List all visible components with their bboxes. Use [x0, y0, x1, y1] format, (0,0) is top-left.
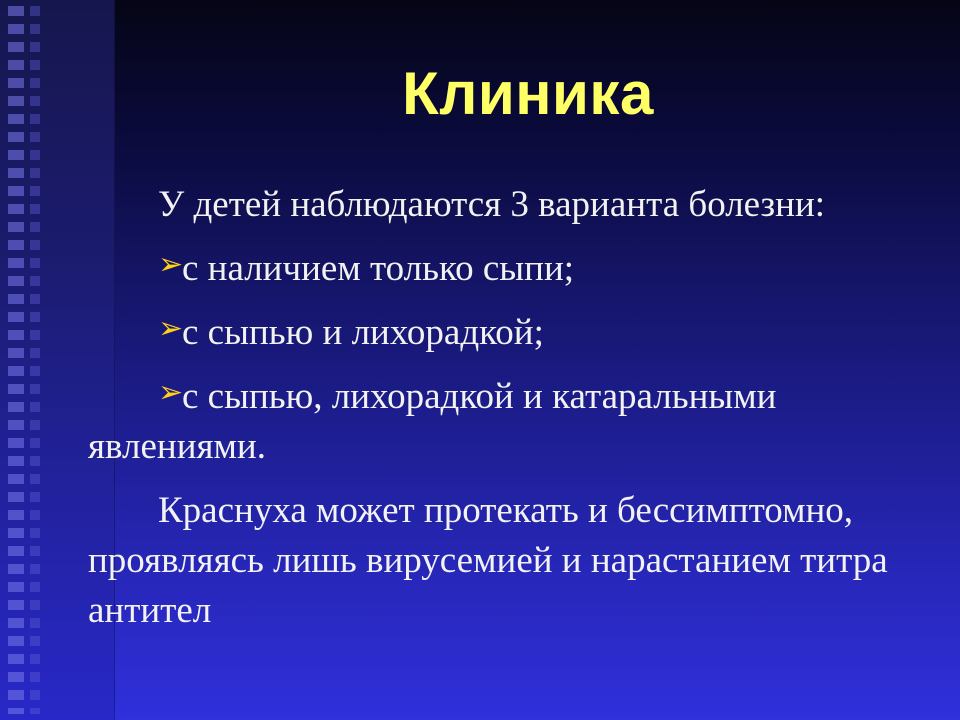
arrow-bullet-icon: ➢ [158, 247, 184, 282]
closing-paragraph: Краснуха может протекать и бессимптомно, проявляясь лишь вирусемией и нарастанием титра антител [88, 490, 888, 631]
arrow-bullet-icon: ➢ [158, 375, 184, 410]
bullet-item-3 [88, 372, 928, 472]
intro-paragraph: У детей наблюдаются 3 варианта болезни: [158, 184, 826, 225]
bullet-text-2: с сыпью и лихорадкой; [182, 312, 544, 353]
bullet-text-3: с сыпью, лихорадкой и катаральными явлениями. [88, 376, 777, 467]
bullet-item-1 [88, 244, 928, 294]
arrow-bullet-icon: ➢ [158, 311, 184, 346]
bullet-item-2 [88, 308, 928, 358]
slide-body [88, 180, 928, 650]
slide-title: Клиника [402, 60, 654, 127]
bullet-text-1: с наличием только сыпи; [182, 248, 575, 289]
